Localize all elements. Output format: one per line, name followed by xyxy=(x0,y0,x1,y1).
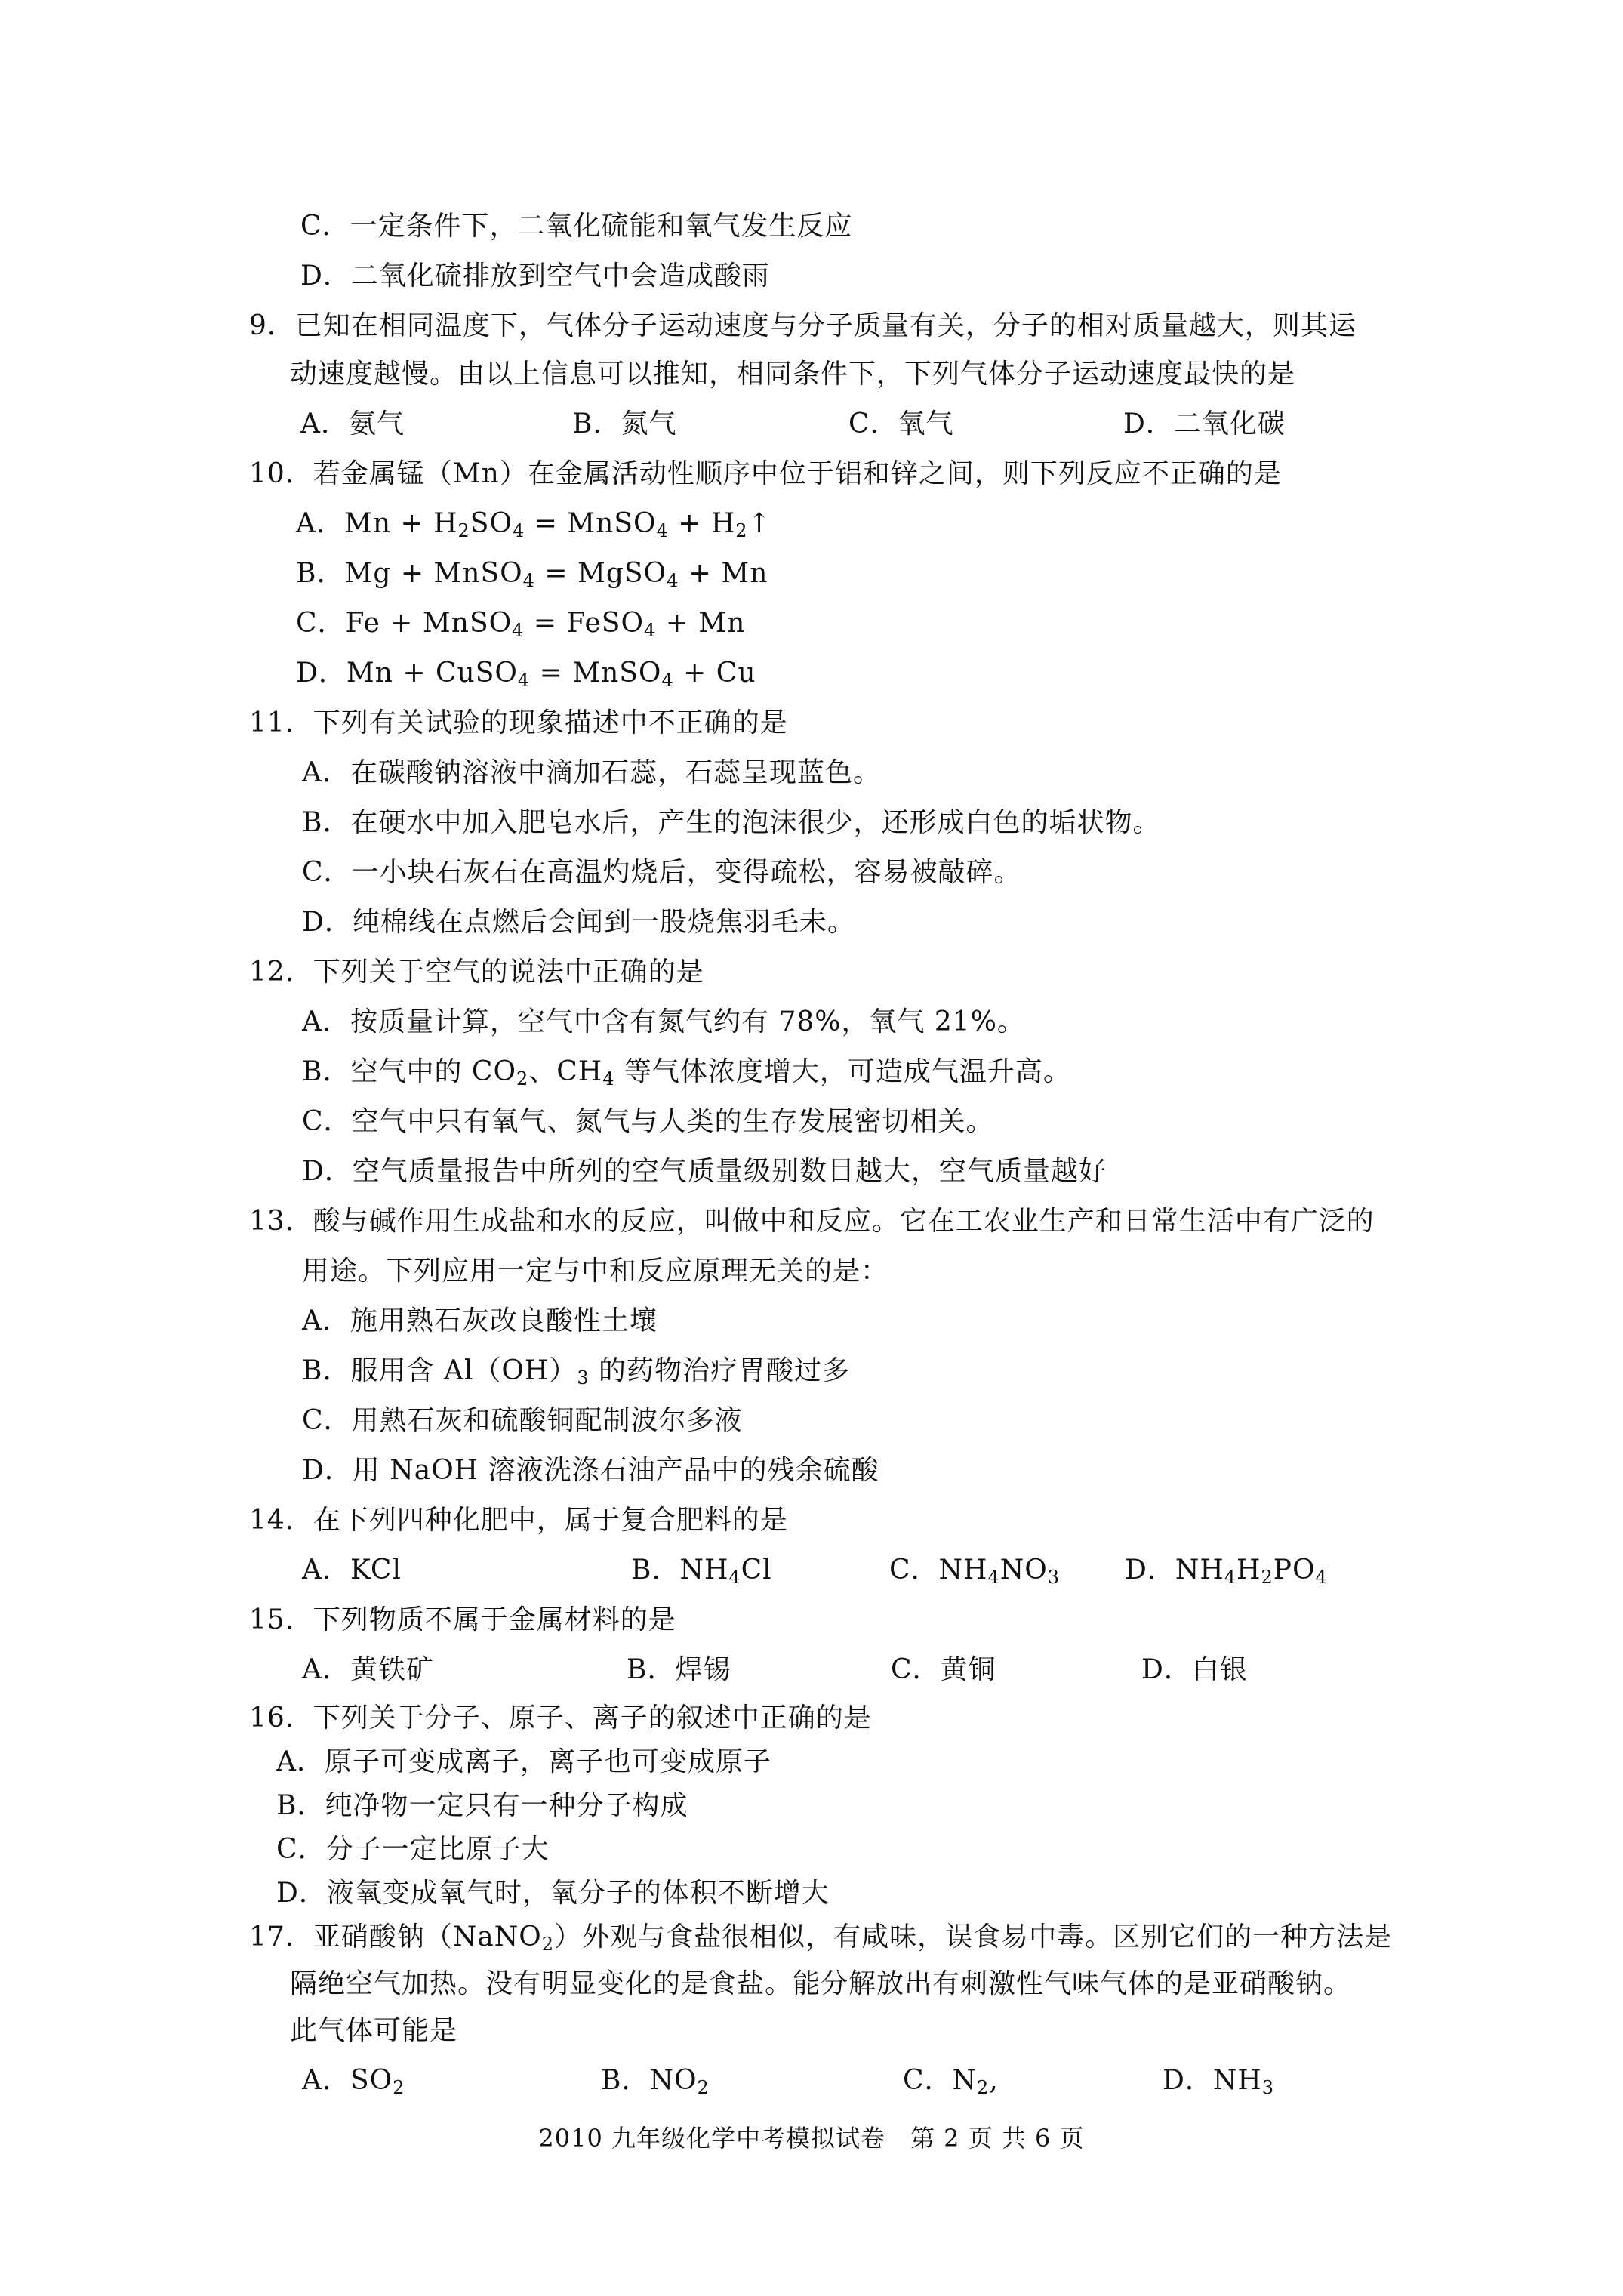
q15-option-b: B．焊锡 xyxy=(627,1654,731,1685)
page-footer: 2010 九年级化学中考模拟试卷 第 2 页 共 6 页 xyxy=(538,2124,1085,2153)
q11-option-a: A．在碳酸钠溶液中滴加石蕊，石蕊呈现蓝色。 xyxy=(302,757,881,788)
q12-stem: 12．下列关于空气的说法中正确的是 xyxy=(249,957,704,988)
q10-option-a: A．$Mn + H_2SO_4$ = MnSO$_4$ + $H_2↑$ xyxy=(296,508,771,541)
q10-option-c: C．Fe + MnSO$_4$ = FeSO$_4$ + Mn xyxy=(296,608,746,641)
q14-option-c: C．$NH_4NO_3$ xyxy=(889,1555,1061,1588)
q17-option-d: D．$NH_3$ xyxy=(1163,2065,1275,2098)
q14-option-d: D．$NH_4H_2PO_4$ xyxy=(1125,1555,1328,1588)
q16-stem: 16．下列关于分子、原子、离子的叙述中正确的是 xyxy=(249,1703,872,1734)
q10-option-b: B．Mg + MnSO$_4$ = MgSO$_4$ + Mn xyxy=(296,558,768,591)
q9-option-c: C．氧气 xyxy=(848,408,954,439)
q16-option-b: B．纯净物一定只有一种分子构成 xyxy=(276,1790,688,1821)
q12-option-d: D．空气质量报告中所列的空气质量级别数目越大，空气质量越好 xyxy=(302,1156,1107,1187)
q10-option-d: D．Mn + CuSO$_4$ = MnSO$_4$ + Cu xyxy=(296,658,756,691)
q12-option-c: C．空气中只有氧气、氮气与人类的生存发展密切相关。 xyxy=(302,1106,994,1137)
q8-option-d: D．二氧化硫排放到空气中会造成酸雨 xyxy=(300,260,770,291)
q13-option-c: C．用熟石灰和硫酸铜配制波尔多液 xyxy=(302,1405,743,1436)
q17-stem-line2: 隔绝空气加热。没有明显变化的是食盐。能分解放出有刺激性气味气体的是亚硝酸钠。 xyxy=(290,1968,1352,1999)
q13-stem-line2: 用途。下列应用一定与中和反应原理无关的是： xyxy=(302,1256,889,1287)
q15-options xyxy=(0,1653,1623,1687)
q12-option-a: A．按质量计算，空气中含有氮气约有 78%，氧气 21%。 xyxy=(302,1006,1025,1037)
q10-stem: 10．若金属锰（Mn）在金属活动性顺序中位于铝和锌之间，则下列反应不正确的是 xyxy=(249,458,1282,489)
q14-option-a: A．KCl xyxy=(302,1555,402,1586)
q15-option-a: A．黄铁矿 xyxy=(302,1654,434,1685)
q11-stem: 11．下列有关试验的现象描述中不正确的是 xyxy=(249,707,788,738)
q14-option-b: B．$NH_4Cl$ xyxy=(631,1555,772,1588)
q11-option-b: B．在硬水中加入肥皂水后，产生的泡沫很少，还形成白色的垢状物。 xyxy=(302,807,1161,838)
q13-option-d: D．用 NaOH 溶液洗涤石油产品中的残余硫酸 xyxy=(302,1455,879,1486)
q17-option-b: B．$NO_2$ xyxy=(601,2065,710,2098)
q11-option-c: C．一小块石灰石在高温灼烧后，变得疏松，容易被敲碎。 xyxy=(302,857,1022,888)
q14-stem: 14．在下列四种化肥中，属于复合肥料的是 xyxy=(249,1505,788,1536)
q13-option-b: B．服用含 $Al(OH)_3$ 的药物治疗胃酸过多 xyxy=(302,1355,851,1388)
q13-stem-line1: 13．酸与碱作用生成盐和水的反应，叫做中和反应。它在工农业生产和日常生活中有广泛的 xyxy=(249,1206,1375,1237)
q15-stem: 15．下列物质不属于金属材料的是 xyxy=(249,1604,676,1635)
q17-options xyxy=(0,2064,1623,2097)
q9-stem-line2: 动速度越慢。由以上信息可以推知，相同条件下，下列气体分子运动速度最快的是 xyxy=(290,359,1296,390)
q12-option-b: B．空气中的 $CO_2$、$CH_4$ 等气体浓度增大，可造成气温升高。 xyxy=(302,1056,1071,1089)
q17-stem-line1: 17．亚硝酸钠（NaNO$_2$）外观与食盐很相似，有咸味，误食易中毒。区别它们的一种方法是 xyxy=(249,1922,1393,1955)
q9-option-a: A．氨气 xyxy=(300,408,405,439)
q9-stem-line1: 9．已知在相同温度下，气体分子运动速度与分子质量有关，分子的相对质量越大，则其运 xyxy=(249,310,1357,341)
q9-option-b: B．氮气 xyxy=(572,408,677,439)
q14-options xyxy=(0,1554,1623,1587)
q11-option-d: D．纯棉线在点燃后会闻到一股烧焦羽毛未。 xyxy=(302,907,855,938)
q17-option-c: C．$N_2$, xyxy=(903,2065,999,2098)
q17-stem-line3: 此气体可能是 xyxy=(290,2015,458,2046)
q9-options xyxy=(0,408,1623,441)
q15-option-d: D．白银 xyxy=(1141,1654,1248,1685)
q9-option-d: D．二氧化碳 xyxy=(1123,408,1286,439)
q17-option-a: A．$SO_2$ xyxy=(302,2065,405,2098)
q16-option-d: D．液氧变成氧气时，氧分子的体积不断增大 xyxy=(276,1878,830,1909)
q15-option-c: C．黄铜 xyxy=(891,1654,996,1685)
q13-option-a: A．施用熟石灰改良酸性土壤 xyxy=(302,1305,658,1336)
q16-option-a: A．原子可变成离子，离子也可变成原子 xyxy=(276,1746,771,1777)
q16-option-c: C．分子一定比原子大 xyxy=(276,1834,550,1865)
q8-option-c: C．一定条件下，二氧化硫能和氧气发生反应 xyxy=(300,211,853,242)
